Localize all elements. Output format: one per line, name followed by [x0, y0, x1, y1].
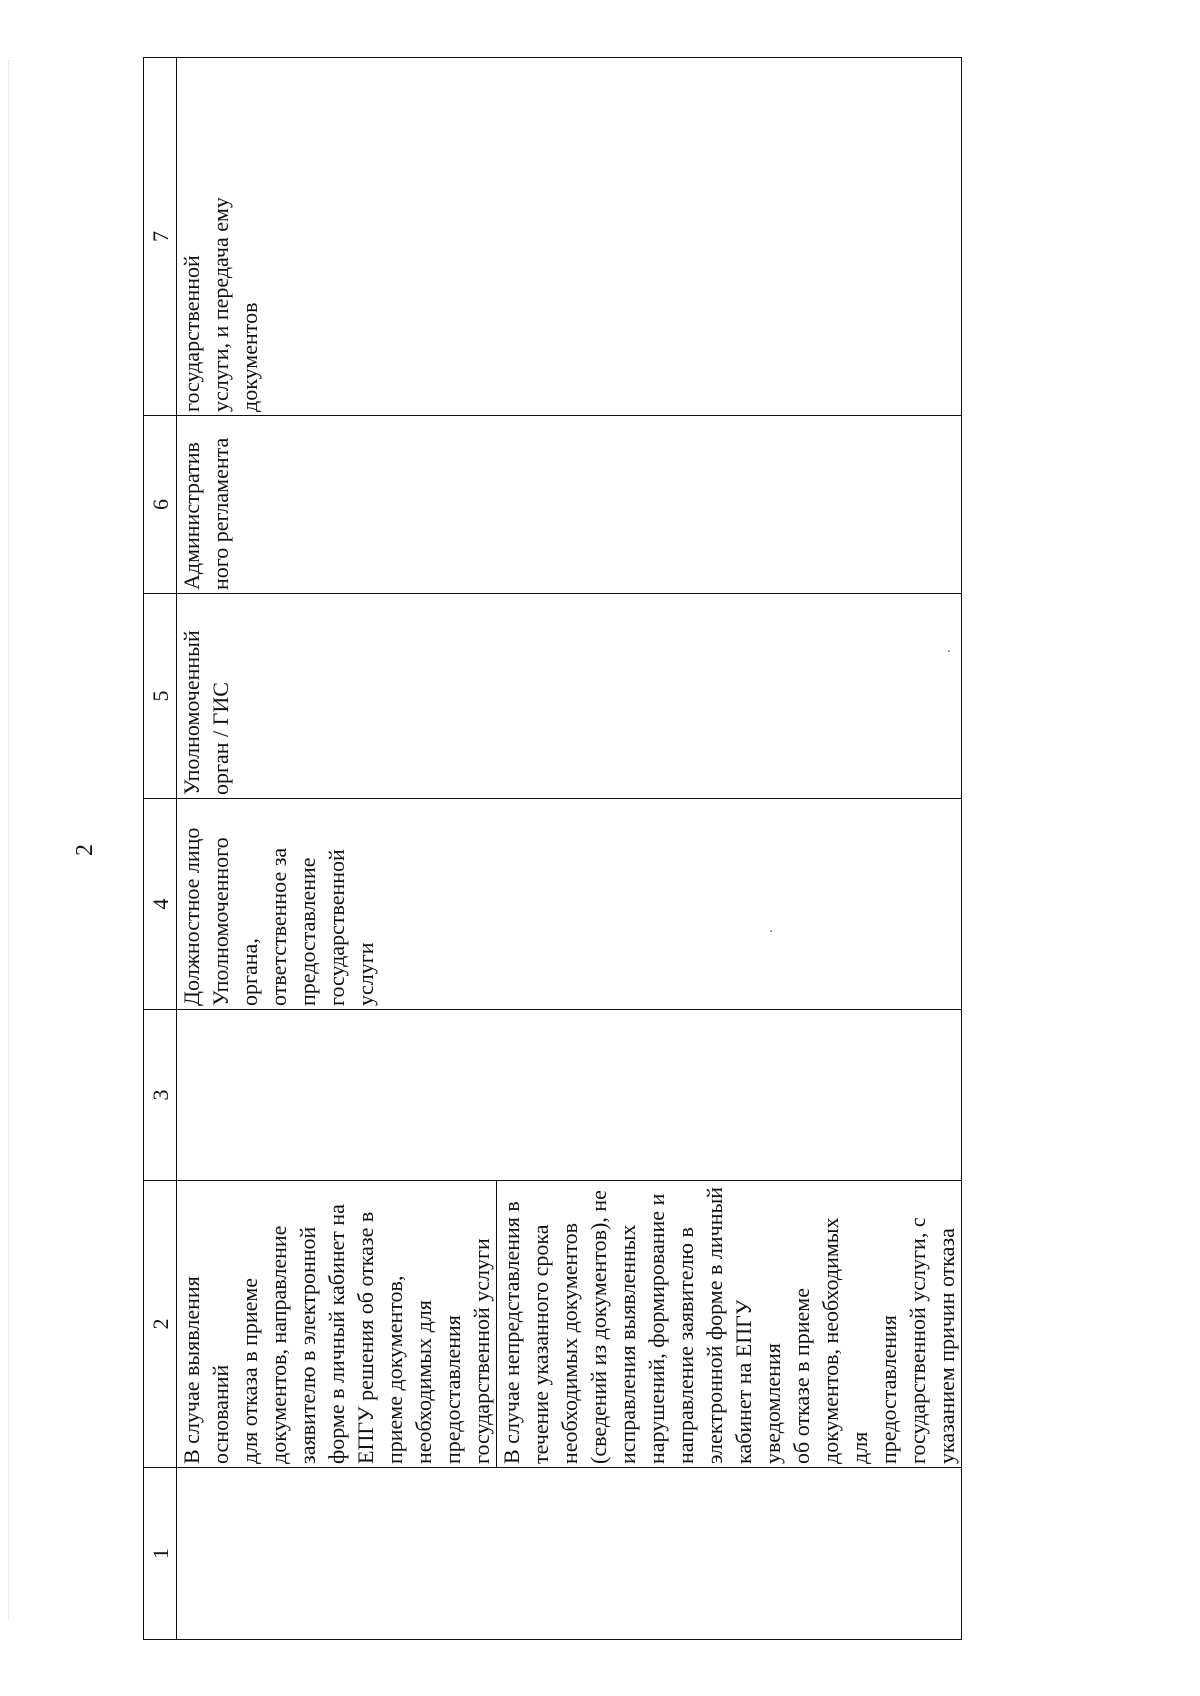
cell-col-7: государственной услуги, и передача ему документов: [177, 58, 962, 416]
header-col-5: 5: [144, 594, 177, 799]
header-row: [144, 58, 177, 1640]
header-col-4: 4: [144, 799, 177, 1010]
page-number: 2: [72, 844, 98, 856]
header-col-2: 2: [144, 1181, 177, 1468]
header-col-7: 7: [144, 58, 177, 416]
cell-col-6: Административ ного регламента: [177, 416, 962, 594]
procedure-table: [143, 57, 962, 1640]
cell-col-2: [177, 1181, 962, 1468]
header-col-6: 6: [144, 416, 177, 594]
table-container: [143, 58, 959, 1640]
table-row: [177, 58, 962, 1640]
cell-col-2-part-1: В случае выявления оснований для отказа в приеме документов, направление заявителю в электронной форме в личный кабинет на ЕПГУ решения об отказе в приеме документов, необходимых для предоставления государственной услуги: [179, 1204, 494, 1464]
cell-col-5: Уполномоченный орган / ГИС: [177, 594, 962, 799]
header-col-3: 3: [144, 1010, 177, 1181]
cell-col-1: [177, 1468, 962, 1640]
header-col-1: 1: [144, 1468, 177, 1640]
rotated-table: [143, 58, 959, 1640]
scan-edge-marks: [8, 60, 9, 1620]
cell-col-3: [177, 1010, 962, 1181]
cell-col-4: Должностное лицо Уполномоченного органа, ответственное за предоставление государственной услуги: [177, 799, 962, 1010]
cell-col-2-part-2: В случае непредставления в течение указанного срока необходимых документов (сведений из документов), не исправления выявленных нарушений, формирование и направление заявителю в электронной форме в личный кабинет на ЕПГУ уведомления об отказе в приеме документов, необходимых для предоставления государственной услуги, с указанием причин отказа: [496, 1181, 961, 1467]
